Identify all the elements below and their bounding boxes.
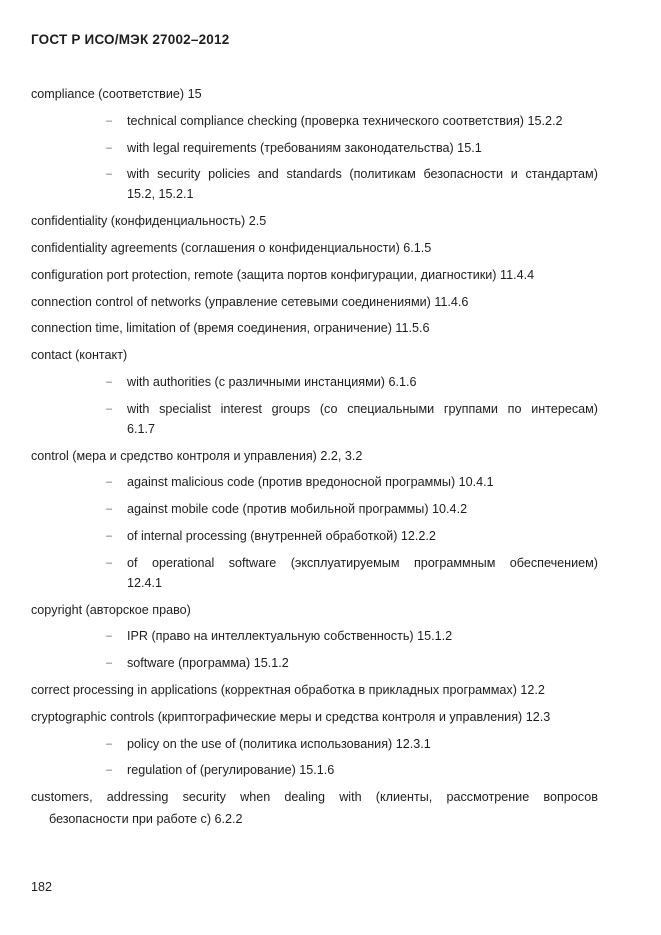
- word: operational: [151, 555, 215, 570]
- word: security: [182, 790, 226, 805]
- word: interest: [220, 401, 262, 416]
- index-subentry: [0, 654, 661, 681]
- subentry-continuation: 6.1.7: [127, 421, 156, 436]
- subentry-text: IPR (право на интеллектуальную собственность) 15.1.2: [127, 629, 453, 644]
- index-subentry: [0, 761, 661, 788]
- word: специальными: [347, 401, 435, 416]
- index-entry: copyright (авторское право): [31, 602, 191, 617]
- word: dealing: [284, 790, 326, 805]
- subentry-text: against malicious code (против вредоносной программы) 10.4.1: [127, 475, 494, 490]
- word: обеспечением): [509, 555, 598, 570]
- word: безопасности: [423, 167, 504, 182]
- index-entry: contact (контакт): [31, 348, 128, 363]
- subentry-text: software (программа) 15.1.2: [127, 656, 289, 671]
- word: groups: [271, 401, 311, 416]
- index-subentry: [0, 527, 661, 554]
- word: рассмотрение: [446, 790, 530, 805]
- index-subentry: [0, 373, 661, 400]
- word: with: [339, 790, 362, 805]
- index-subentry: [0, 473, 661, 500]
- word: software: [228, 555, 277, 570]
- index-subentry: [0, 627, 661, 654]
- index-subentry: [0, 500, 661, 527]
- dash-marker: –: [106, 476, 113, 489]
- entry-continuation: безопасности при работе с) 6.2.2: [49, 812, 243, 827]
- subentry-text: [127, 554, 598, 572]
- word: policies: [208, 167, 251, 182]
- word: (клиенты,: [375, 790, 433, 805]
- word: addressing: [106, 790, 169, 805]
- word: standards: [286, 167, 342, 182]
- dash-marker: –: [106, 764, 113, 777]
- word: specialist: [159, 401, 211, 416]
- subentry-text: of internal processing (внутренней обработкой) 12.2.2: [127, 528, 436, 543]
- index-entry: connection control of networks (управление сетевыми соединениями) 11.4.6: [31, 294, 469, 309]
- dash-marker: –: [106, 657, 113, 670]
- word: вопросов: [543, 790, 598, 805]
- index-subentry: [0, 400, 661, 420]
- word: of: [127, 555, 138, 570]
- index-subentry: [0, 112, 661, 139]
- dash-marker: –: [106, 141, 113, 154]
- dash-marker: –: [106, 529, 113, 542]
- subentry-continuation: 12.4.1: [127, 575, 163, 590]
- index-entry: compliance (соответствие) 15: [31, 87, 202, 101]
- word: стандартам): [525, 167, 598, 182]
- dash-marker: –: [106, 737, 113, 750]
- index-entry: cryptographic controls (криптографические меры и средства контроля и управления) 12.3: [31, 709, 551, 724]
- index-subentry: [0, 165, 661, 185]
- index-subentry: [0, 735, 661, 762]
- word: интересам): [531, 401, 598, 416]
- subentry-text: [127, 400, 598, 418]
- dash-marker: –: [106, 114, 113, 127]
- dash-marker: –: [106, 556, 113, 569]
- dash-marker: –: [106, 630, 113, 643]
- index-entry: [0, 788, 661, 810]
- index-subentry: [0, 139, 661, 166]
- subentry-text: technical compliance checking (проверка технического соответствия) 15.2.2: [127, 113, 563, 128]
- word: and: [257, 167, 279, 182]
- subentry-text: regulation of (регулирование) 15.1.6: [127, 763, 335, 778]
- subentry-text: with authorities (с различными инстанциями) 6.1.6: [127, 374, 417, 389]
- word: (эксплуатируемым: [290, 555, 400, 570]
- word: with: [127, 167, 150, 182]
- word: (политикам: [349, 167, 416, 182]
- index-entry: configuration port protection, remote (защита портов конфигурации, диагностики) 11.4.4: [31, 267, 535, 282]
- index-entry: control (мера и средство контроля и управления) 2.2, 3.2: [31, 448, 363, 463]
- word: по: [507, 401, 522, 416]
- word: customers,: [31, 790, 93, 805]
- index-entry: confidentiality agreements (соглашения о конфиденциальности) 6.1.5: [31, 240, 432, 255]
- index-entry: connection time, limitation of (время соединения, ограничение) 11.5.6: [31, 321, 430, 336]
- dash-marker: –: [106, 168, 113, 181]
- word: программным: [413, 555, 496, 570]
- subentry-text: policy on the use of (политика использования) 12.3.1: [127, 736, 431, 751]
- page-number: 182: [31, 880, 53, 894]
- word: группами: [443, 401, 498, 416]
- dash-marker: –: [106, 503, 113, 516]
- subentry-text: against mobile code (против мобильной программы) 10.4.2: [127, 502, 468, 517]
- index-subentry: [0, 554, 661, 574]
- page-header: ГОСТ Р ИСО/МЭК 27002–2012: [31, 32, 230, 47]
- index-entry: correct processing in applications (корректная обработка в прикладных программах) 12.2: [31, 682, 545, 697]
- dash-marker: –: [106, 375, 113, 388]
- word: (со: [319, 401, 338, 416]
- subentry-continuation: 15.2, 15.2.1: [127, 187, 194, 202]
- word: with: [127, 401, 150, 416]
- subentry-text: [127, 165, 598, 183]
- word: when: [240, 790, 271, 805]
- word: и: [510, 167, 518, 182]
- subentry-text: with legal requirements (требованиям законодательства) 15.1: [127, 140, 482, 155]
- word: security: [157, 167, 201, 182]
- entry-text: [31, 788, 598, 806]
- index-entry: confidentiality (конфиденциальность) 2.5: [31, 214, 267, 229]
- index-entries: [0, 85, 661, 837]
- dash-marker: –: [106, 402, 113, 415]
